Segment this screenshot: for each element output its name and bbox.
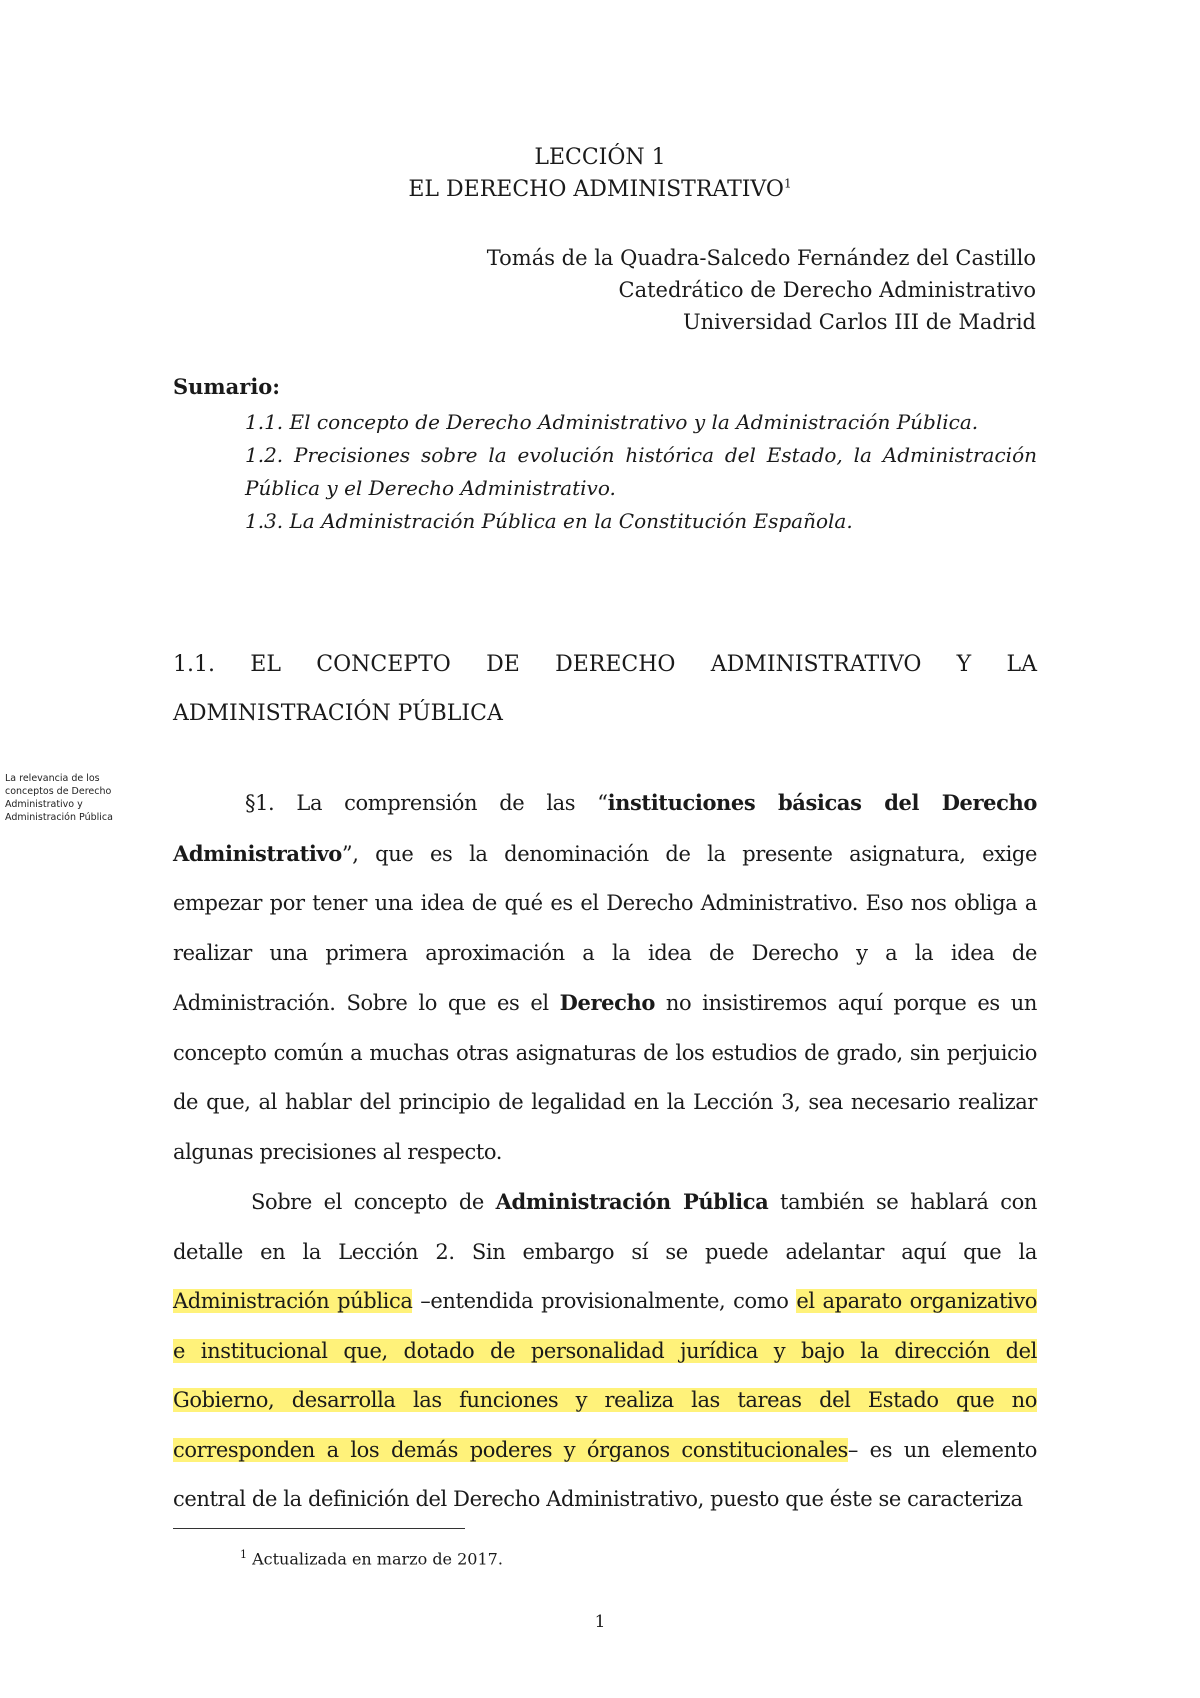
paragraph-1-emphasis-derecho: Derecho	[559, 990, 655, 1015]
author-position: Catedrático de Derecho Administrativo	[618, 278, 1036, 302]
summary-item[interactable]: 1.2. Precisiones sobre la evolución histórica del Estado, la Administración Pública y el Derecho Administrativo.	[245, 443, 1037, 500]
summary-list	[245, 406, 1037, 538]
section-heading: 1.1. EL CONCEPTO DE DERECHO ADMINISTRATIVO Y LA ADMINISTRACIÓN PÚBLICA	[173, 652, 1037, 726]
paragraph-2-body-2: –entendida provisionalmente, como	[412, 1289, 797, 1313]
paragraph-1-emphasis: instituciones básicas del Derecho Administrativo	[173, 790, 1037, 866]
paragraph-1-lead: §1. La comprensión de las “	[245, 791, 608, 815]
paragraph-2-tail: – es un elemento central de la definición del Derecho Administrativo, puesto que éste se caracteriza	[173, 1437, 1037, 1511]
paragraph-1-tail: no insistiremos aquí porque es un concepto común a muchas otras asignaturas de los estudios de grado, sin perjuicio de que, al hablar del principio de legalidad en la Lección 3, sea necesario realizar algunas precisiones al respecto.	[173, 991, 1037, 1164]
author-block	[487, 242, 1036, 338]
footnote-reference[interactable]: 1	[783, 176, 792, 191]
footnote-text: Actualizada en marzo de 2017.	[247, 1549, 503, 1569]
highlight-definition: el aparato organizativo e institucional que, dotado de personalidad jurídica y bajo la dirección del Gobierno, desarrolla las funciones y realiza las tareas del Estado que no corresponden a los demás poderes y órganos constitucionales	[173, 1289, 1038, 1462]
paragraph-2	[173, 1177, 1037, 1525]
footnote-mark: 1	[240, 1548, 247, 1561]
lesson-number-text: LECCIÓN 1	[534, 145, 666, 170]
author-institution: Universidad Carlos III de Madrid	[682, 310, 1036, 334]
footnote	[240, 1544, 503, 1570]
summary-item[interactable]: 1.1. El concepto de Derecho Administrativo y la Administración Pública.	[245, 410, 979, 434]
footnote-divider	[173, 1528, 465, 1529]
summary-item[interactable]: 1.3. La Administración Pública en la Constitución Española.	[245, 509, 853, 533]
paragraph-1-body: ”, que es la denominación de la presente asignatura, exige empezar por tener una idea de qué es el Derecho Administrativo. Eso nos obliga a realizar una primera aproximación a la idea de Derecho y a la idea de Administración. Sobre lo que es el	[173, 841, 1037, 1015]
paragraph-2-emphasis: Administración Pública	[495, 1189, 769, 1214]
page-number: 1	[594, 1612, 606, 1632]
lesson-title	[0, 174, 1200, 206]
margin-note: La relevancia de los conceptos de Derecho Administrativo y Administración Pública	[5, 773, 113, 823]
highlight-administracion: Administración pública	[173, 1289, 413, 1313]
paragraph-2-lead: Sobre el concepto de	[251, 1190, 496, 1214]
paragraph-2-body: también se hablará con detalle en la Lección 2. Sin embargo sí se puede adelantar aquí que la	[173, 1190, 1037, 1264]
body-text	[173, 778, 1037, 1525]
summary-label: Sumario:	[173, 374, 281, 399]
author-name: Tomás de la Quadra-Salcedo Fernández del Castillo	[486, 246, 1036, 270]
lesson-number	[0, 142, 1200, 174]
paragraph-1	[173, 778, 1037, 1177]
lesson-title-text: EL DERECHO ADMINISTRATIVO	[408, 177, 784, 202]
